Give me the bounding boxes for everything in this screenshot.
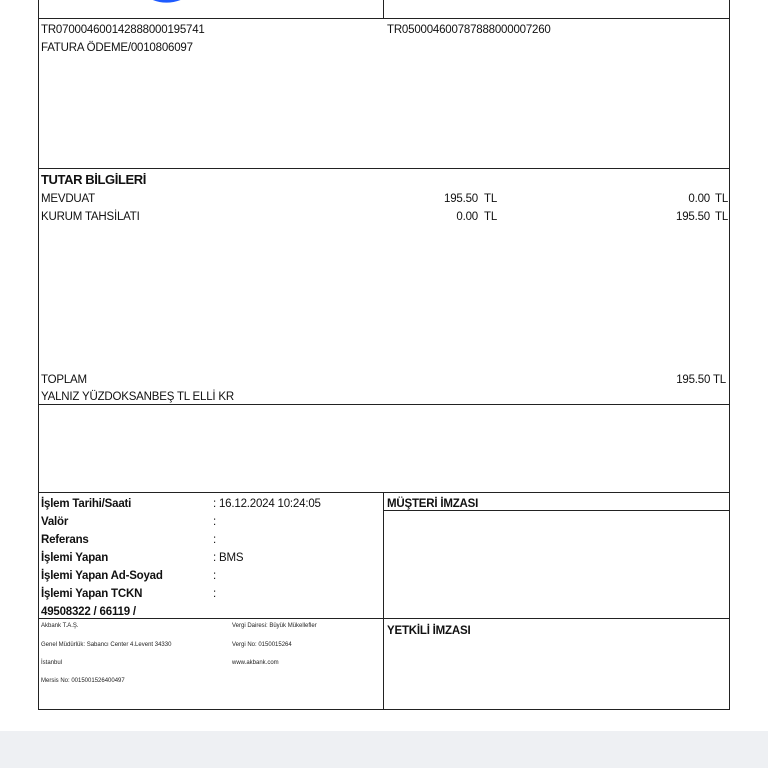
field-value: : BMS [213, 552, 244, 564]
total-value: 195.50 TL [676, 374, 726, 386]
amount-row-debit-currency: TL [484, 211, 498, 223]
amounts-section-divider [38, 404, 730, 405]
field-label: Valör [41, 516, 69, 528]
field-value: : [213, 534, 216, 546]
field-label: İşlemi Yapan [41, 552, 109, 564]
top-vertical-divider [383, 0, 384, 19]
frame-right [729, 0, 730, 710]
account-section-divider [38, 168, 730, 169]
bank-mersis: Mersis No: 0015001526400497 [41, 678, 125, 684]
footer-band [0, 731, 768, 768]
sender-iban: TR070004600142888000195741 [41, 24, 205, 36]
field-value: : 16.12.2024 10:24:05 [213, 498, 321, 510]
details-vertical-divider [383, 492, 384, 710]
receiver-iban: TR050004600787888000007260 [387, 24, 551, 36]
field-value: : [213, 588, 216, 600]
total-in-words: YALNIZ YÜZDOKSANBEŞ TL ELLİ KR [41, 391, 234, 403]
field-label: İşlemi Yapan TCKN [41, 588, 143, 600]
field-label: Referans [41, 534, 89, 546]
bank-name: Akbank T.A.Ş. [41, 623, 79, 629]
amount-row-credit: 0.00 [688, 193, 710, 205]
authorized-signature-label: YETKİLİ İMZASI [387, 625, 471, 637]
customer-signature-label: MÜŞTERİ İMZASI [387, 498, 479, 510]
amount-row-debit: 195.50 [444, 193, 478, 205]
bank-tax-no: Vergi No: 0150015264 [232, 642, 292, 648]
bank-hq: Genel Müdürlük: Sabancı Center 4.Levent 34330 [41, 642, 172, 648]
amount-row-debit-currency: TL [484, 193, 498, 205]
total-label: TOPLAM [41, 374, 87, 386]
amounts-section-title: TUTAR BİLGİLERİ [41, 172, 146, 187]
bank-city: İstanbul [41, 660, 63, 666]
field-value: : [213, 570, 216, 582]
amount-row-credit-currency: TL [715, 193, 729, 205]
signature-divider [383, 618, 730, 619]
bank-logo-icon [140, 0, 200, 6]
details-extra-line: 49508322 / 66119 / [41, 606, 136, 618]
frame-left [38, 0, 39, 710]
amount-row-credit-currency: TL [715, 211, 729, 223]
details-section-divider [38, 492, 730, 493]
top-divider [38, 18, 730, 19]
amount-row-label: MEVDUAT [41, 193, 95, 205]
field-value: : [213, 516, 216, 528]
field-label: İşlemi Yapan Ad-Soyad [41, 570, 163, 582]
bank-website[interactable]: www.akbank.com [232, 660, 279, 666]
amount-row-credit: 195.50 [676, 211, 710, 223]
amount-row-debit: 0.00 [456, 211, 478, 223]
bank-tax-office: Vergi Dairesi: Büyük Mükellefler [232, 623, 317, 629]
field-label: İşlem Tarihi/Saati [41, 498, 132, 510]
amount-row-label: KURUM TAHSİLATI [41, 211, 140, 223]
frame-bottom [38, 709, 730, 710]
payment-description: FATURA ÖDEME/0010806097 [41, 42, 193, 54]
